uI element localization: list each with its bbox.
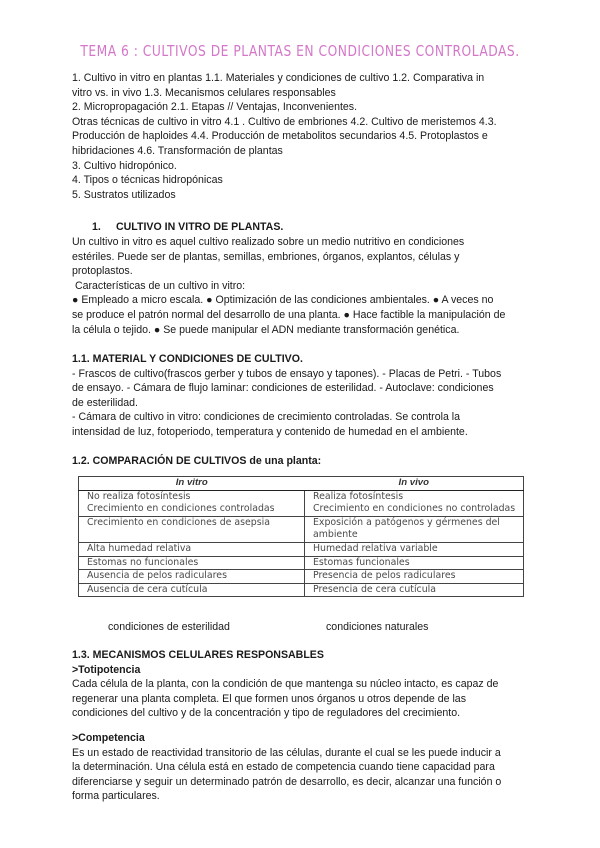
paragraph-line: regenerar una planta completa. El que formen unos órganos u otros depende de las: [72, 692, 466, 705]
column-header-in-vivo: In vivo: [305, 477, 524, 491]
caption-in-vivo: condiciones naturales: [326, 621, 429, 633]
column-header-in-vitro: In vitro: [79, 477, 305, 491]
table-of-contents: [72, 71, 530, 202]
paragraph-line: intensidad de luz, fotoperiodo, temperatura y contenido de humedad en el ambiente.: [72, 425, 468, 438]
paragraph-line: estériles. Puede ser de plantas, semillas, embriones, órganos, explantos, células y: [72, 250, 460, 263]
table-cell: Alta humedad relativa: [79, 542, 305, 556]
spacer: [72, 721, 530, 731]
table-row: [79, 516, 524, 542]
toc-line: 5. Sustratos utilizados: [72, 188, 176, 201]
comparison-table: [78, 476, 524, 597]
subheading-totipotencia: >Totipotencia: [72, 663, 141, 676]
paragraph-line: ● Empleado a micro escala. ● Optimización de las condiciones ambientales. ● A veces no: [72, 294, 494, 307]
section-1-3-heading: 1.3. MECANISMOS CELULARES RESPONSABLES: [72, 649, 324, 661]
paragraph-line: - Cámara de cultivo in vitro: condiciones de crecimiento controladas. Se controla la: [72, 411, 461, 424]
toc-line: vitro vs. in vivo 1.3. Mecanismos celulares responsables: [72, 86, 336, 99]
paragraph-line: Es un estado de reactividad transitorio de las células, durante el cual se les puede inducir a: [72, 746, 501, 759]
toc-line: 3. Cultivo hidropónico.: [72, 159, 177, 172]
paragraph-line: de ensayo. - Cámara de flujo laminar: condiciones de esterilidad. - Autoclave: condiciones: [72, 382, 494, 395]
paragraph-line: diferenciarse y seguir un determinado patrón de desarrollo, es decir, alcanzar una función o: [72, 775, 502, 788]
table-row: [79, 556, 524, 570]
paragraph-line: la determinación. Una célula está en estado de competencia cuando tiene capacidad para: [72, 761, 495, 774]
table-row: [79, 583, 524, 597]
table-cell: Ausencia de cera cutícula: [79, 583, 305, 597]
toc-line: Otras técnicas de cultivo in vitro 4.1 . Cultivo de embriones 4.2. Cultivo de meristemos 4.3.: [72, 115, 497, 128]
paragraph-line: Un cultivo in vitro es aquel cultivo realizado sobre un medio nutritivo en condiciones: [72, 236, 465, 248]
table-cell: Exposición a patógenos y gérmenes del ambiente: [305, 516, 524, 542]
paragraph-line: se produce el patrón normal del desarrollo de una planta. ● Hace factible la manipulación de: [72, 308, 506, 321]
table-row: [79, 490, 524, 503]
toc-line: 4. Tipos o técnicas hidropónicas: [72, 174, 223, 187]
table-row: [79, 542, 524, 556]
section-1-1-heading: 1.1. MATERIAL Y CONDICIONES DE CULTIVO.: [72, 353, 303, 365]
section-1-body: [72, 235, 530, 337]
section-1-2-title: 1.2. COMPARACIÓN DE CULTIVOS de una planta:: [72, 455, 322, 467]
table-cell: No realiza fotosíntesis: [79, 490, 305, 503]
paragraph-line: protoplastos.: [72, 265, 133, 278]
paragraph-line: la célula o tejido. ● Se puede manipular el ADN mediante transformación genética.: [72, 323, 460, 336]
table-cell: Realiza fotosíntesis: [313, 490, 404, 502]
paragraph-line: de esterilidad.: [72, 396, 138, 409]
table-cell: Humedad relativa variable: [305, 542, 524, 556]
table-cell: Estomas funcionales: [305, 556, 524, 570]
section-1-heading: [72, 220, 530, 235]
table-cell: Crecimiento en condiciones no controladas: [305, 503, 524, 516]
paragraph-line: forma particulares.: [72, 790, 160, 803]
subheading-competencia: >Competencia: [72, 731, 145, 744]
table-cell: Ausencia de pelos radiculares: [79, 570, 305, 584]
table-cell: Crecimiento en condiciones de asepsia: [79, 516, 305, 542]
table-cell: Presencia de cera cutícula: [305, 583, 524, 597]
table-row: [79, 503, 524, 516]
section-1-number: 1.: [92, 221, 101, 233]
section-1-3: [72, 648, 530, 804]
table-cell: Estomas no funcionales: [79, 556, 305, 570]
table-cell: Crecimiento en condiciones controladas: [79, 503, 305, 516]
table-row: [79, 570, 524, 584]
paragraph-line: Cada célula de la planta, con la condición de que mantenga su núcleo intacto, es capaz de: [72, 678, 499, 691]
toc-line: 1. Cultivo in vitro en plantas 1.1. Materiales y condiciones de cultivo 1.2. Comparativa in: [72, 72, 485, 84]
section-1-title: CULTIVO IN VITRO DE PLANTAS.: [116, 221, 284, 233]
toc-line: hibridaciones 4.6. Transformación de plantas: [72, 144, 283, 157]
paragraph-line: Características de un cultivo in vitro:: [72, 279, 246, 292]
section-1-2-heading: [72, 454, 530, 469]
table-cell: Presencia de pelos radiculares: [305, 570, 524, 584]
caption-in-vitro: condiciones de esterilidad: [108, 621, 230, 633]
paragraph-line: condiciones del cultivo y de la concentración y tipo de reguladores del crecimiento.: [72, 707, 461, 720]
section-1-1: [72, 352, 530, 440]
page-title: TEMA 6 : CULTIVOS DE PLANTAS EN CONDICIONES CONTROLADAS.: [80, 42, 520, 60]
paragraph-line: - Frascos de cultivo(frascos gerber y tubos de ensayo y tapones). - Placas de Petri. - Tubos: [72, 367, 502, 380]
toc-line: Producción de haploides 4.4. Producción de metabolitos secundarios 4.5. Protoplastos e: [72, 130, 488, 143]
toc-line: 2. Micropropagación 2.1. Etapas // Ventajas, Inconvenientes.: [72, 101, 358, 114]
